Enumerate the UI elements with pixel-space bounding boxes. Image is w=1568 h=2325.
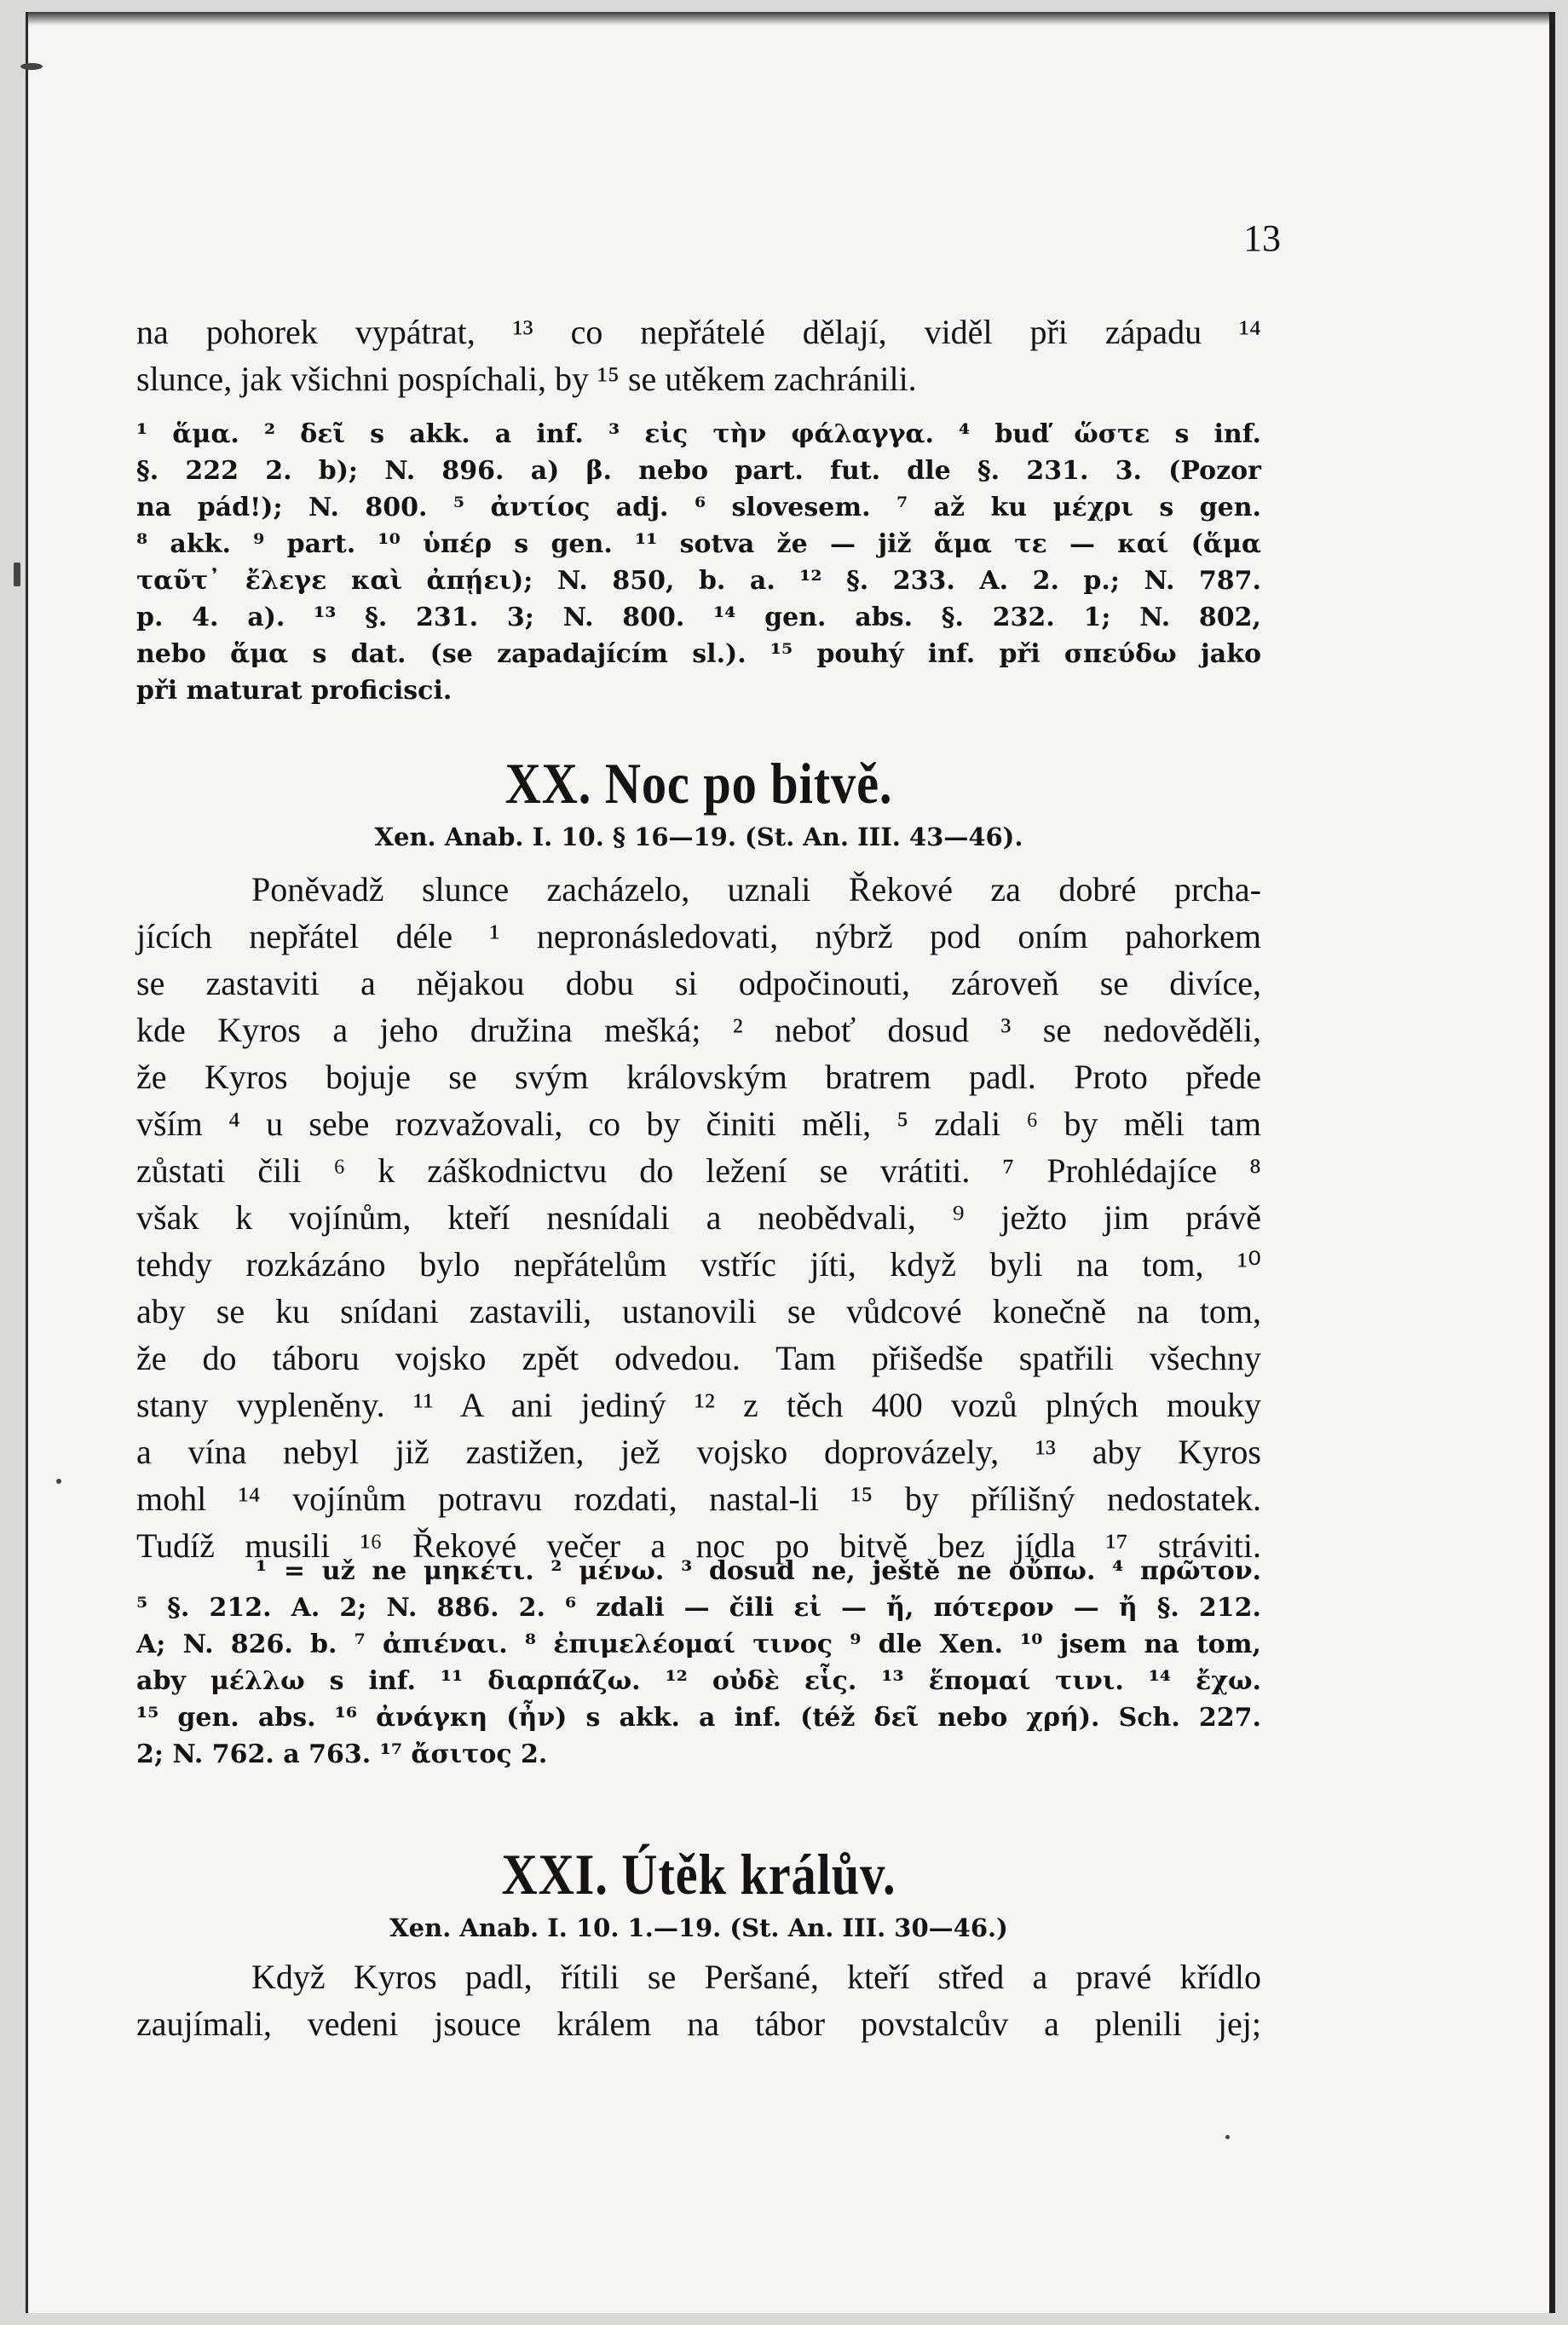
text-line: kde Kyros a jeho družina mešká; ² neboť dosud ³ se nedověděli, bbox=[136, 1011, 1261, 1049]
text-line: že do táboru vojsko zpět odvedou. Tam přišedše spatřili všechny bbox=[136, 1339, 1261, 1377]
section-body bbox=[136, 1953, 1261, 2047]
text-line: slunce, jak všichni pospíchali, by ¹⁵ se utěkem zachránili. bbox=[136, 360, 917, 398]
text-line: vším ⁴ u sebe rozvažovali, co by činiti měli, ⁵ zdali ⁶ by měli tam bbox=[136, 1105, 1261, 1143]
footnote-line: na pád!); N. 800. ⁵ ἀντίος adj. ⁶ slovesem. ⁷ až ku μέχρι s gen. bbox=[136, 493, 1261, 522]
footnote-line: nebo ἅμα s dat. (se zapadajícím sl.). ¹⁵ pouhý inf. při σπεύδω jako bbox=[136, 639, 1261, 669]
text-line: aby se ku snídani zastavili, ustanovili se vůdcové konečně na tom, bbox=[136, 1292, 1261, 1330]
footnote-line: ¹ ἅμα. ² δεῖ s akk. a inf. ³ εἰς τὴν φάλαγγα. ⁴ buď ὥστε s inf. bbox=[136, 419, 1261, 449]
footnote-line: ταῦτ᾽ ἔλεγε καὶ ἀπῄει); N. 850, b. a. ¹² §. 233. A. 2. p.; N. 787. bbox=[136, 566, 1261, 596]
footnote-line: ¹⁵ gen. abs. ¹⁶ ἀνάγκη (ἦν) s akk. a inf. (též δεῖ nebo χρή). Sch. 227. bbox=[136, 1703, 1261, 1733]
text-line: že Kyros bojuje se svým královským bratrem padl. Proto přede bbox=[136, 1058, 1261, 1096]
text-line: mohl ¹⁴ vojínům potravu rozdati, nastal-li ¹⁵ by přílišný nedostatek. bbox=[136, 1480, 1261, 1518]
text-line: na pohorek vypátrat, ¹³ co nepřátelé dělají, viděl při západu ¹⁴ bbox=[136, 313, 1261, 351]
footnote-line: p. 4. a). ¹³ §. 231. 3; N. 800. ¹⁴ gen. abs. §. 232. 1; N. 802, bbox=[136, 603, 1261, 632]
footnote-line: ¹ = už ne μηκέτι. ² μένω. ³ dosud ne, ještě ne οὔπω. ⁴ πρῶτον. bbox=[256, 1556, 1261, 1586]
text-line: se zastaviti a nějakou dobu si odpočinouti, zároveň se divíce, bbox=[136, 964, 1261, 1002]
text-line: zůstati čili ⁶ k záškodnictvu do ležení se vrátiti. ⁷ Prohlédajíce ⁸ bbox=[136, 1151, 1261, 1190]
text-line: jících nepřátel déle ¹ nepronásledovati, nýbrž pod oním pahorkem bbox=[136, 917, 1261, 955]
scan-speck bbox=[1225, 2135, 1230, 2139]
section-heading: XXI. Útěk králův. bbox=[501, 1842, 896, 1907]
section-heading: XX. Noc po bitvě. bbox=[504, 751, 893, 816]
intro-paragraph bbox=[136, 309, 1261, 402]
footnote-line: ⁸ akk. ⁹ part. ¹⁰ ὑπέρ s gen. ¹¹ sotva že — již ἅμα τε — καί (ἅμα bbox=[136, 529, 1261, 559]
text-line: tehdy rozkázáno bylo nepřátelům vstříc jíti, když byli na tom, ¹⁰ bbox=[136, 1245, 1261, 1284]
footnote-line: při maturat proficisci. bbox=[136, 676, 453, 706]
footnotes-block bbox=[136, 416, 1261, 709]
section-source: Xen. Anab. I. 10. 1.—19. (St. An. III. 30—46.) bbox=[389, 1913, 1008, 1942]
section-source: Xen. Anab. I. 10. § 16—19. (St. An. III. 43—46). bbox=[374, 822, 1023, 851]
section-body bbox=[136, 866, 1261, 1569]
scan-speck bbox=[20, 63, 43, 70]
text-line: však k vojínům, kteří nesnídali a neobědvali, ⁹ ježto jim právě bbox=[136, 1198, 1261, 1237]
text-line: zaujímali, vedeni jsouce králem na tábor povstalcův a plenili jej; bbox=[136, 2005, 1261, 2043]
text-line: Poněvadž slunce zacházelo, uznali Řekové za dobré prcha- bbox=[251, 870, 1261, 909]
text-line: a vína nebyl již zastižen, jež vojsko doprovázely, ¹³ aby Kyros bbox=[136, 1433, 1261, 1471]
scan-speck bbox=[56, 1479, 61, 1484]
text-line: stany vypleněny. ¹¹ A ani jediný ¹² z těch 400 vozů plných mouky bbox=[136, 1386, 1261, 1424]
text-line: Když Kyros padl, řítili se Peršané, kteří střed a pravé křídlo bbox=[251, 1958, 1261, 1996]
footnote-line: §. 222 2. b); N. 896. a) β. nebo part. fut. dle §. 231. 3. (Pozor bbox=[136, 456, 1261, 486]
footnote-line: 2; N. 762. a 763. ¹⁷ ἄσιτος 2. bbox=[136, 1739, 548, 1769]
footnotes-block bbox=[136, 1553, 1261, 1773]
page-number: 13 bbox=[1243, 217, 1281, 259]
footnote-line: aby μέλλω s inf. ¹¹ διαρπάζω. ¹² οὐδὲ εἷς. ¹³ ἕπομαί τινι. ¹⁴ ἔχω. bbox=[136, 1666, 1261, 1696]
text-line: Tudíž musili ¹⁶ Řekové večer a noc po bitvě bez jídla ¹⁷ stráviti. bbox=[136, 1526, 1261, 1565]
footnote-line: A; N. 826. b. ⁷ ἀπιέναι. ⁸ ἐπιμελέομαί τινος ⁹ dle Xen. ¹⁰ jsem na tom, bbox=[136, 1630, 1261, 1659]
scan-speck bbox=[14, 562, 20, 586]
footnote-line: ⁵ §. 212. A. 2; N. 886. 2. ⁶ zdali — čili εἰ — ἤ, πότερον — ἤ §. 212. bbox=[136, 1593, 1261, 1623]
page-top-shadow bbox=[28, 12, 1549, 26]
